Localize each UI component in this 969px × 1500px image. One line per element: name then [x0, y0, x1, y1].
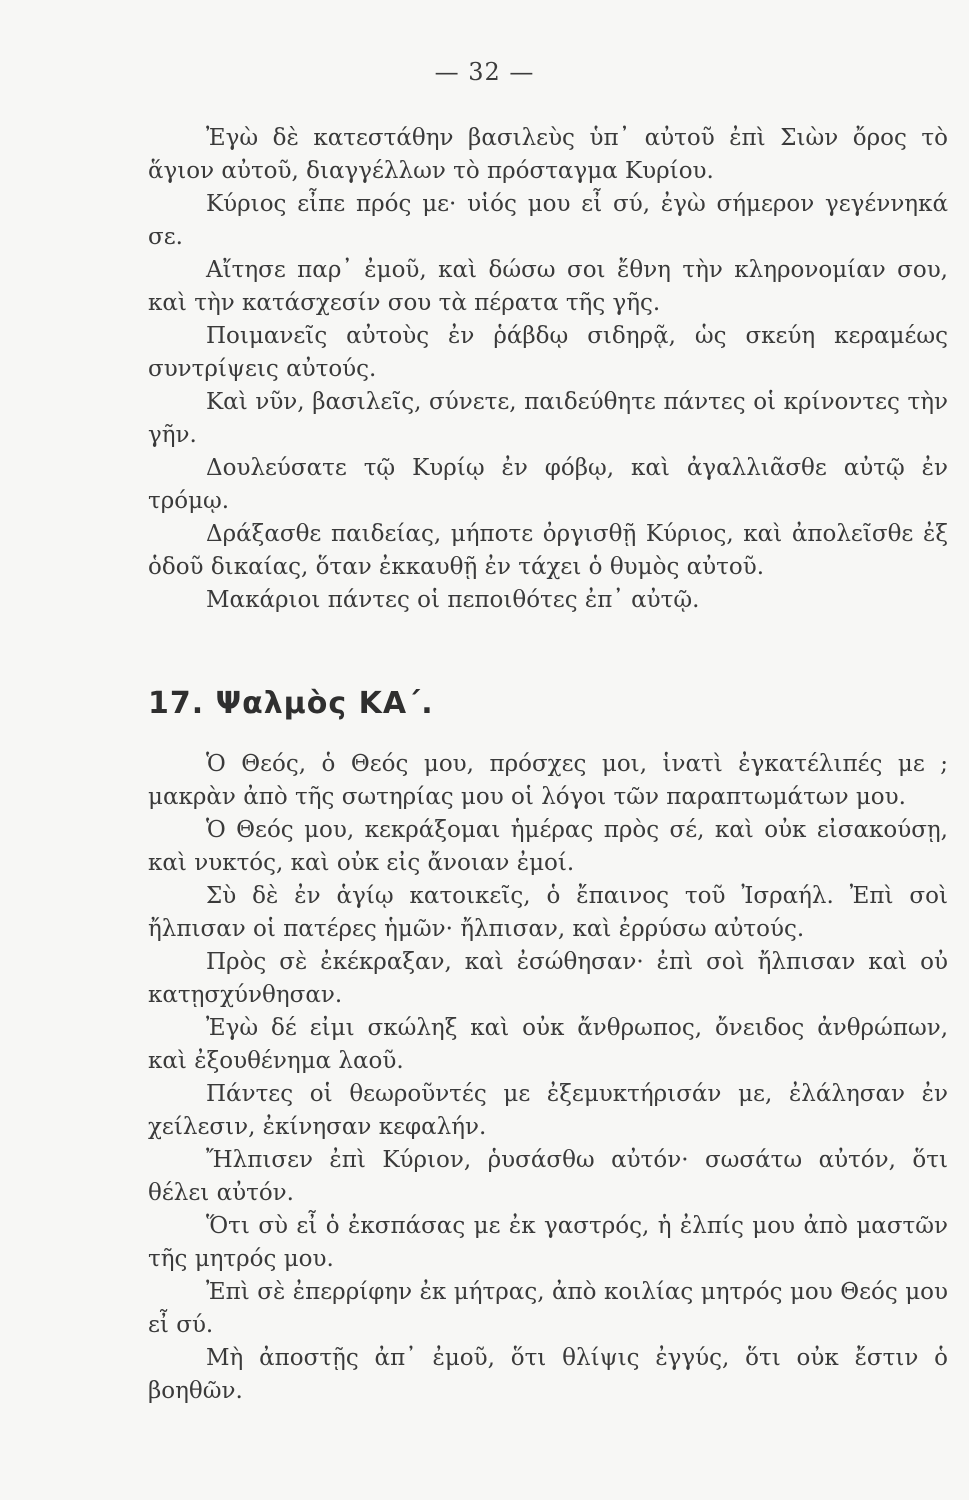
verse-paragraph: Σὺ δὲ ἐν ἁγίῳ κατοικεῖς, ὁ ἔπαινος τοῦ Ἰσραήλ. Ἐπὶ σοὶ ἤλπισαν οἱ πατέρες ἡμῶν· ἤλπισαν, καὶ ἐρρύσω αὐτούς. — [148, 883, 948, 942]
verse-paragraph: Ἤλπισεν ἐπὶ Κύριον, ῥυσάσθω αὐτόν· σωσάτω αὐτόν, ὅτι θέλει αὐτόν. — [148, 1147, 948, 1206]
verse-paragraph: Κύριος εἶπε πρός με· υἱός μου εἶ σύ, ἐγὼ σήμερον γεγέννηκά σε. — [148, 191, 948, 250]
verse-paragraph: Ἐπὶ σὲ ἐπερρίφην ἐκ μήτρας, ἀπὸ κοιλίας μητρός μου Θεός μου εἶ σύ. — [148, 1279, 948, 1338]
verse-paragraph: Ὅτι σὺ εἶ ὁ ἐκσπάσας με ἐκ γαστρός, ἡ ἐλπίς μου ἀπὸ μαστῶν τῆς μητρός μου. — [148, 1213, 948, 1272]
verse-paragraph: Δουλεύσατε τῷ Κυρίῳ ἐν φόβῳ, καὶ ἀγαλλιᾶσθε αὐτῷ ἐν τρόμῳ. — [148, 455, 948, 514]
verse-paragraph: Μακάριοι πάντες οἱ πεποιθότες ἐπ᾽ αὐτῷ. — [206, 587, 700, 613]
verse-paragraph: Αἴτησε παρ᾽ ἐμοῦ, καὶ δώσω σοι ἔθνη τὴν κληρονομίαν σου, καὶ τὴν κατάσχεσίν σου τὰ πέρατα τῆς γῆς. — [148, 257, 948, 316]
verse-paragraph: Καὶ νῦν, βασιλεῖς, σύνετε, παιδεύθητε πάντες οἱ κρίνοντες τὴν γῆν. — [148, 389, 948, 448]
verse-paragraph: Ἐγὼ δὲ κατεστάθην βασιλεὺς ὑπ᾽ αὐτοῦ ἐπὶ Σιὼν ὄρος τὸ ἅγιον αὐτοῦ, διαγγέλλων τὸ πρόσταγμα Κυρίου. — [148, 125, 948, 184]
verse-paragraph: Ποιμανεῖς αὐτοὺς ἐν ῥάβδῳ σιδηρᾷ, ὡς σκεύη κεραμέως συντρίψεις αὐτούς. — [148, 323, 948, 382]
verse-paragraph: Πάντες οἱ θεωροῦντές με ἐξεμυκτήρισάν με, ἐλάλησαν ἐν χείλεσιν, ἐκίνησαν κεφαλήν. — [148, 1081, 948, 1140]
verse-paragraph: Ἐγὼ δέ εἰμι σκώληξ καὶ οὐκ ἄνθρωπος, ὄνειδος ἀνθρώπων, καὶ ἐξουθένημα λαοῦ. — [148, 1015, 948, 1074]
verse-paragraph: Μὴ ἀποστῇς ἀπ᾽ ἐμοῦ, ὅτι θλίψις ἐγγύς, ὅτι οὐκ ἔστιν ὁ βοηθῶν. — [148, 1345, 948, 1404]
psalm-text-previous — [148, 122, 948, 617]
psalm-heading: 17. Ψαλμὸς ΚΑ΄. — [148, 686, 434, 721]
page-number: — 32 — — [434, 58, 535, 86]
verse-paragraph: Ὁ Θεός μου, κεκράξομαι ἡμέρας πρὸς σέ, καὶ οὐκ εἰσακούσῃ, καὶ νυκτός, καὶ οὐκ εἰς ἄνοιαν ἐμοί. — [148, 817, 948, 876]
psalm-text-21 — [148, 748, 948, 1408]
verse-paragraph: Ὁ Θεός, ὁ Θεός μου, πρόσχες μοι, ἱνατὶ ἐγκατέλιπές με ; μακρὰν ἀπὸ τῆς σωτηρίας μου οἱ λόγοι τῶν παραπτωμάτων μου. — [148, 751, 948, 810]
verse-paragraph: Πρὸς σὲ ἐκέκραξαν, καὶ ἐσώθησαν· ἐπὶ σοὶ ἤλπισαν καὶ οὐ κατῃσχύνθησαν. — [148, 949, 948, 1008]
verse-paragraph: Δράξασθε παιδείας, μήποτε ὀργισθῇ Κύριος, καὶ ἀπολεῖσθε ἐξ ὁδοῦ δικαίας, ὅταν ἐκκαυθῇ ἐν τάχει ὁ θυμὸς αὐτοῦ. — [148, 521, 948, 580]
